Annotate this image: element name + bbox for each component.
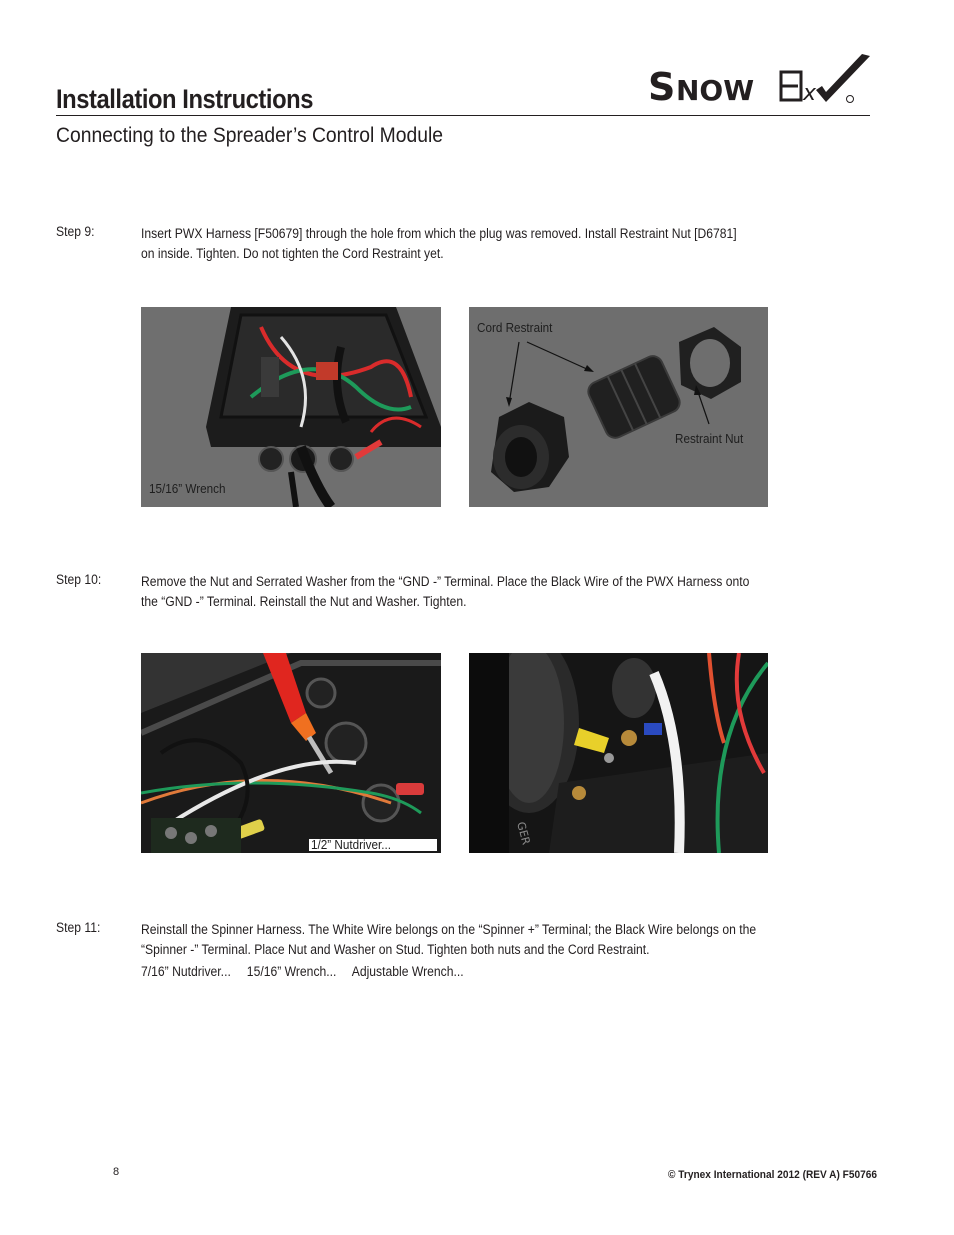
nutdriver-caption: 1/2” Nutdriver...	[311, 837, 391, 852]
svg-text:NOW: NOW	[676, 74, 755, 107]
tool-wrench: 15/16” Wrench...	[246, 964, 337, 979]
terminal-marking-text: GER	[514, 820, 533, 847]
page-subtitle: Connecting to the Spreader’s Control Module	[56, 124, 444, 147]
photo-nutdriver-terminal	[141, 653, 441, 853]
photo-terminal-closeup	[469, 653, 768, 853]
tool-nutdriver: 7/16” Nutdriver...	[141, 964, 231, 979]
step-10-label: Step 10:	[56, 572, 102, 587]
step-11-label: Step 11:	[56, 920, 101, 935]
page-title: Installation Instructions	[56, 84, 313, 114]
copyright-text: © Trynex International 2012 (REV A) F50766	[668, 1169, 877, 1181]
wrench-caption: 15/16” Wrench	[149, 481, 226, 496]
svg-text:S: S	[648, 65, 676, 108]
page-number: 8	[113, 1166, 120, 1178]
step-11-tools	[141, 964, 476, 979]
photo-control-module-wrench	[141, 307, 441, 507]
step-11-text: Reinstall the Spinner Harness. The White Wire belongs on the “Spinner +” Terminal; the Black Wire belongs on the “Spinner -” Terminal. Place Nut and Washer on Stud. Tighten both nuts and the Cord Restraint.	[141, 922, 757, 957]
step-9-text: Insert PWX Harness [F50679] through the hole from which the plug was removed. Install Restraint Nut [D6781] on inside. Tighten. Do not tighten the Cord Restraint yet.	[141, 226, 737, 261]
svg-text:x: x	[803, 81, 817, 106]
photo-cord-restraint	[469, 307, 768, 507]
snowex-logo	[646, 52, 872, 108]
restraint-nut-label: Restraint Nut	[675, 431, 744, 446]
header-rule	[56, 115, 870, 116]
step-9-label: Step 9:	[56, 224, 95, 239]
cord-restraint-label: Cord Restraint	[477, 320, 553, 335]
tool-adjustable-wrench: Adjustable Wrench...	[351, 964, 464, 979]
step-10-text: Remove the Nut and Serrated Washer from the “GND -” Terminal. Place the Black Wire of the PWX Harness onto the “GND -” Terminal. Reinstall the Nut and Washer. Tighten.	[141, 574, 750, 609]
